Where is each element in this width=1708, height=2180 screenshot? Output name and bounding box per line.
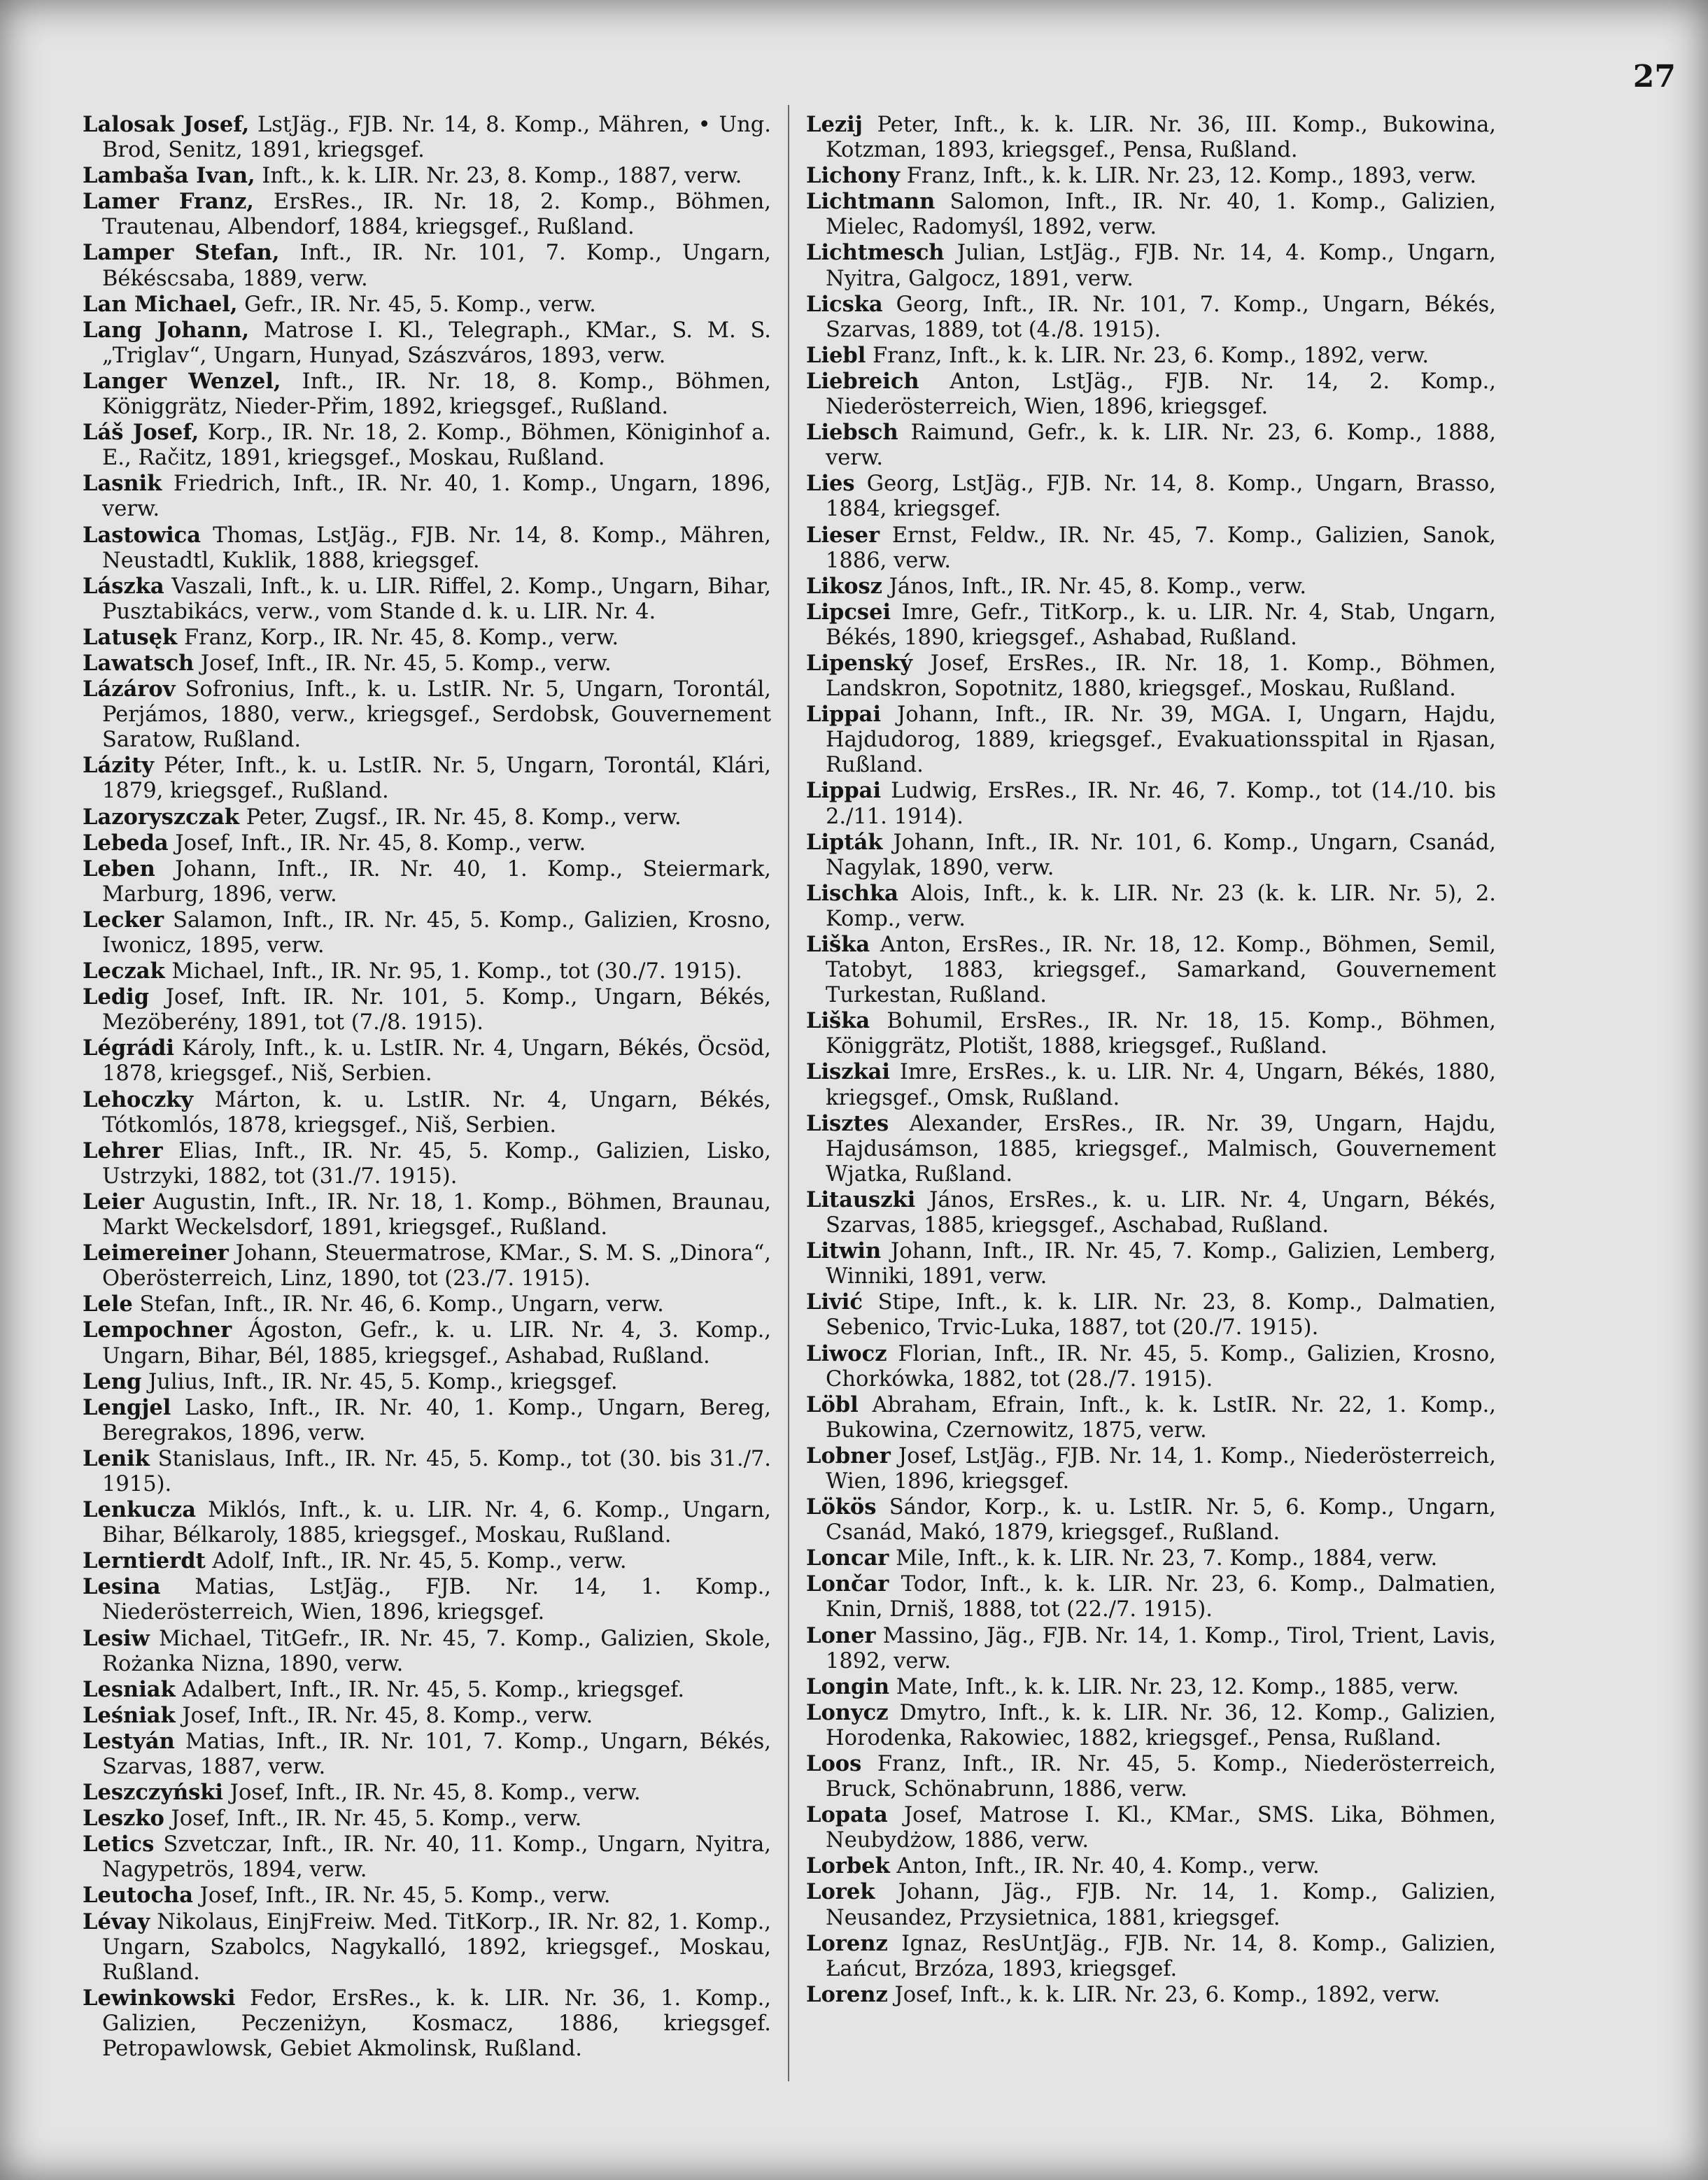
entry-name: Lenkucza [83,1497,196,1523]
entry-details: Augustin, Inft., IR. Nr. 18, 1. Komp., Böhmen, Braunau, Markt Weckelsdorf, 1891, kriegsgef., Rußland. [102,1189,771,1240]
entry-name: Leng [83,1368,142,1394]
list-item [83,1291,771,1317]
entry-details: Georg, Inft., IR. Nr. 101, 7. Komp., Ungarn, Békés, Szarvas, 1889, tot (4./8. 1915). [826,292,1496,342]
entry-name: Licska [806,291,883,317]
entry-details: Stefan, Inft., IR. Nr. 46, 6. Komp., Ungarn, verw. [132,1292,664,1317]
list-item [806,881,1496,932]
entry-details: Michael, Inft., IR. Nr. 95, 1. Komp., tot (30./7. 1915). [164,959,742,984]
list-item [83,420,771,471]
list-item [83,1729,771,1780]
entry-details: Thomas, LstJäg., FJB. Nr. 14, 8. Komp., Mähren, Neustadtl, Kuklik, 1888, kriegsgef. [102,523,771,573]
entry-name: Ledig [83,984,150,1010]
entry-name: Lang Johann, [83,317,250,343]
entry-details: Imre, Gefr., TitKorp., k. u. LIR. Nr. 4, Stab, Ungarn, Békés, 1890, kriegsgef., Ashabad, Rußland. [826,600,1496,650]
entry-details: Bohumil, ErsRes., IR. Nr. 18, 15. Komp., Böhmen, Königgrätz, Plotišt, 1888, kriegsgef., Rußland. [826,1009,1496,1059]
list-item [83,1087,771,1138]
entry-details: Johann, Inft., IR. Nr. 45, 7. Komp., Galizien, Lemberg, Winniki, 1891, verw. [826,1239,1496,1289]
entry-details: Johann, Jäg., FJB. Nr. 14, 1. Komp., Galizien, Neusandez, Przysietnica, 1881, kriegsgef. [826,1880,1496,1930]
entry-details: ErsRes., IR. Nr. 18, 2. Komp., Böhmen, Trautenau, Albendorf, 1884, kriegsgef., Rußland. [102,190,771,240]
list-item [83,240,771,291]
entry-details: Josef, Inft., IR. Nr. 45, 5. Komp., verw. [164,1806,582,1832]
entry-name: Livić [806,1289,863,1315]
entry-details: Ágoston, Gefr., k. u. LIR. Nr. 4, 3. Komp., Ungarn, Bihar, Bél, 1885, kriegsgef., Ashabad, Rußland. [102,1318,771,1368]
entry-details: Ludwig, ErsRes., IR. Nr. 46, 7. Komp., tot (14./10. bis 2./11. 1914). [826,779,1496,829]
entry-name: Leimereiner [83,1240,229,1266]
entry-details: Friedrich, Inft., IR. Nr. 40, 1. Komp., Ungarn, 1896, verw. [102,472,771,522]
entry-name: Lichtmann [806,189,936,215]
list-item [806,1392,1496,1443]
list-item [83,1395,771,1446]
entry-details: Johann, Inft., IR. Nr. 40, 1. Komp., Steiermark, Marburg, 1896, verw. [102,856,771,907]
entry-name: Letics [83,1832,155,1857]
entry-details: Dmytro, Inft., k. k. LIR. Nr. 36, 12. Komp., Galizien, Horodenka, Rakowiec, 1882, kriegsgef., Pensa, Rußland. [826,1700,1496,1750]
entry-details: Franz, Korp., IR. Nr. 45, 8. Komp., verw. [177,625,619,650]
entry-details: Salomon, Inft., IR. Nr. 40, 1. Komp., Galizien, Mielec, Radomyśl, 1892, verw. [826,190,1496,240]
entry-name: Litwin [806,1238,882,1264]
entry-details: Josef, Inft., IR. Nr. 45, 8. Komp., verw. [175,1703,593,1728]
entry-details: Péter, Inft., k. u. LstIR. Nr. 5, Ungarn, Torontál, Klári, 1879, kriegsgef., Rußland. [102,753,771,804]
list-item [806,1931,1496,1982]
list-item [83,1138,771,1189]
entry-details: Massino, Jäg., FJB. Nr. 14, 1. Komp., Tirol, Trient, Lavis, 1892, verw. [826,1623,1496,1673]
list-item [83,1703,771,1729]
entry-name: Lestyán [83,1728,175,1754]
entry-details: Michael, TitGefr., IR. Nr. 45, 7. Komp., Galizien, Skole, Rożanka Nizna, 1890, verw. [102,1626,771,1676]
list-item [83,1548,771,1574]
list-item [83,1446,771,1497]
entry-name: Liebreich [806,368,919,394]
entry-name: Lerntierdt [83,1548,206,1574]
entry-name: Lamper Stefan, [83,240,280,266]
entry-name: Loner [806,1622,876,1648]
entry-details: Nikolaus, EinjFreiw. Med. TitKorp., IR. Nr. 82, 1. Komp., Ungarn, Szabolcs, Nagykalló, 1892, kriegsgef., Moskau, Rußland. [102,1909,771,1985]
entry-details: Anton, ErsRes., IR. Nr. 18, 12. Komp., Böhmen, Semil, Tatobyt, 1883, kriegsgef., Samarkand, Gouvernement Turkestan, Rußland. [826,933,1496,1008]
list-item [806,1982,1496,2008]
entry-name: Lisztes [806,1110,889,1136]
entry-name: Liška [806,1008,870,1034]
entry-details: Adolf, Inft., IR. Nr. 45, 5. Komp., verw. [205,1549,627,1574]
list-item [83,163,771,189]
entry-name: Lippai [806,702,882,728]
list-item [83,625,771,651]
entry-name: Lipcsei [806,599,891,625]
entry-details: Josef, Inft., IR. Nr. 45, 8. Komp., verw. [223,1781,641,1806]
entry-name: Leszko [83,1806,164,1832]
entry-name: Liebsch [806,420,898,446]
entry-name: Lezij [806,112,863,137]
list-item [806,292,1496,343]
list-item [83,677,771,753]
entry-name: Lichony [806,163,901,189]
list-item [806,1008,1496,1059]
list-item [806,1571,1496,1622]
entry-details: Franz, Inft., k. k. LIR. Nr. 23, 6. Komp., 1892, verw. [866,343,1430,368]
list-item [806,1700,1496,1751]
list-item [83,1497,771,1548]
entry-name: Lempochner [83,1317,232,1343]
list-item [83,1832,771,1883]
entry-details: Josef, Inft. IR. Nr. 101, 5. Komp., Ungarn, Békés, Mezöberény, 1891, tot (7./8. 1915). [102,985,771,1035]
entry-name: Liška [806,932,870,957]
list-item [83,1883,771,1909]
entry-name: Liebl [806,342,866,368]
entry-name: Loos [806,1751,862,1776]
list-item [83,1317,771,1368]
entry-details: Georg, LstJäg., FJB. Nr. 14, 8. Komp., Ungarn, Brasso, 1884, kriegsgef. [826,472,1496,522]
list-item [83,1626,771,1677]
entry-name: Lesina [83,1574,161,1600]
entry-name: Löbl [806,1392,859,1417]
list-item [806,651,1496,702]
list-item [806,1289,1496,1340]
entry-details: Josef, Inft., k. k. LIR. Nr. 23, 6. Komp., 1892, verw. [887,1982,1441,2007]
entry-details: Johann, Inft., IR. Nr. 39, MGA. I, Ungarn, Hajdu, Hajdudorog, 1889, kriegsgef., Evakuationsspital in Rjasan, Rußland. [826,702,1496,778]
entry-details: Márton, k. u. LstIR. Nr. 4, Ungarn, Békés, Tótkomlós, 1878, kriegsgef., Niš, Serbien. [102,1087,771,1138]
entry-name: Lalosak Josef, [83,112,250,137]
list-item [806,343,1496,369]
list-item [83,1986,771,2062]
list-item [83,830,771,856]
entry-details: Todor, Inft., k. k. LIR. Nr. 23, 6. Komp., Dalmatien, Knin, Drniš, 1888, tot (22./7. 1915). [826,1572,1496,1622]
list-item [806,1802,1496,1853]
list-item [806,1238,1496,1289]
list-item [806,471,1496,522]
list-item [83,1574,771,1625]
entry-name: Lawatsch [83,650,195,676]
list-item [806,1111,1496,1187]
entry-details: Josef, LstJäg., FJB. Nr. 14, 1. Komp., Niederösterreich, Wien, 1896, kriegsgef. [826,1443,1496,1494]
list-item [806,1751,1496,1802]
list-item [83,189,771,240]
entry-details: Salamon, Inft., IR. Nr. 45, 5. Komp., Galizien, Krosno, Iwonicz, 1895, verw. [102,907,771,958]
entry-details: Alois, Inft., k. k. LIR. Nr. 23 (k. k. LIR. Nr. 5), 2. Komp., verw. [826,881,1496,931]
entry-name: Loncar [806,1545,889,1571]
entry-name: Lobner [806,1443,891,1468]
entry-name: Lebeda [83,830,169,856]
entry-name: Lippai [806,778,882,804]
list-item [83,984,771,1035]
entry-name: Leszczyński [83,1780,224,1806]
entry-name: Lorenz [806,1930,888,1956]
list-item [83,1189,771,1240]
list-item [806,1494,1496,1545]
list-item [806,702,1496,778]
list-item [806,163,1496,189]
list-item [806,240,1496,291]
entry-details: Matias, Inft., IR. Nr. 101, 7. Komp., Ungarn, Békés, Szarvas, 1887, verw. [102,1729,771,1779]
entry-details: János, Inft., IR. Nr. 45, 8. Komp., verw. [882,574,1307,599]
left-column [83,112,771,2062]
list-item [806,1443,1496,1494]
entry-details: Anton, LstJäg., FJB. Nr. 14, 2. Komp., Niederösterreich, Wien, 1896, kriegsgef. [826,369,1496,420]
entry-name: Lambaša Ivan, [83,163,255,189]
list-item [83,112,771,163]
list-item [83,958,771,984]
entry-name: Lesiw [83,1625,150,1651]
entry-name: Lasnik [83,471,162,497]
list-item [806,1341,1496,1392]
entry-name: Lewinkowski [83,1985,236,2011]
list-item [806,1059,1496,1110]
entry-name: Lehrer [83,1138,163,1163]
entry-name: Liwocz [806,1340,887,1366]
page-number: 27 [1632,59,1676,94]
list-item [83,369,771,420]
list-item [806,830,1496,881]
entry-details: Johann, Inft., IR. Nr. 101, 6. Komp., Ungarn, Csanád, Nagylak, 1890, verw. [826,830,1496,880]
entry-name: Lenik [83,1445,150,1471]
entry-name: Leben [83,856,155,882]
entry-details: Peter, Inft., k. k. LIR. Nr. 36, III. Komp., Bukowina, Kotzman, 1893, kriegsgef., Pensa, Rußland. [826,113,1496,163]
entry-details: Korp., IR. Nr. 18, 2. Komp., Böhmen, Königinhof a. E., Račitz, 1891, kriegsgef., Moskau, Rußland. [102,420,771,471]
list-item [806,1853,1496,1879]
entry-name: Lazoryszczak [83,804,239,830]
entry-details: Josef, ErsRes., IR. Nr. 18, 1. Komp., Böhmen, Landskron, Sopotnitz, 1880, kriegsgef., Moskau, Rußland. [826,651,1496,702]
entry-name: Lorek [806,1879,875,1905]
entry-name: Lorbek [806,1853,890,1879]
entry-name: Lončar [806,1571,889,1597]
entry-name: Lele [83,1291,133,1317]
entry-details: Abraham, Efrain, Inft., k. k. LstIR. Nr. 22, 1. Komp., Bukowina, Czernowitz, 1875, verw. [826,1392,1496,1443]
entry-details: Szvetczar, Inft., IR. Nr. 40, 11. Komp., Ungarn, Nyitra, Nagypetrös, 1894, verw. [102,1832,771,1883]
entry-name: Lévay [83,1909,150,1934]
list-item [83,1677,771,1703]
entry-name: Leutocha [83,1883,193,1909]
entry-details: Károly, Inft., k. u. LstIR. Nr. 4, Ungarn, Békés, Öcsöd, 1878, kriegsgef., Niš, Serbien. [102,1036,771,1087]
list-item [83,753,771,804]
entry-details: Anton, Inft., IR. Nr. 40, 4. Komp., verw. [889,1854,1320,1879]
list-item [83,1035,771,1087]
entry-name: Lieser [806,522,880,548]
entry-name: Lopata [806,1802,888,1828]
entry-name: Leczak [83,958,165,984]
list-item [83,856,771,907]
entry-name: Lischka [806,880,898,906]
entry-details: Peter, Zugsf., IR. Nr. 45, 8. Komp., verw. [239,805,682,830]
entry-details: Gefr., IR. Nr. 45, 5. Komp., verw. [237,292,596,317]
entry-name: Légrádi [83,1035,174,1061]
entry-details: Adalbert, Inft., IR. Nr. 45, 5. Komp., kriegsgef. [175,1677,685,1702]
entry-details: Matrose I. Kl., Telegraph., KMar., S. M. S. „Triglav“, Ungarn, Hunyad, Szászváros, 1893, verw. [102,318,771,368]
entry-details: Sofronius, Inft., k. u. LstIR. Nr. 5, Ungarn, Torontál, Perjámos, 1880, verw., kriegsgef., Serdobsk, Gouvernement Saratow, Rußland. [102,677,771,753]
entry-details: LstJäg., FJB. Nr. 14, 8. Komp., Mähren, • Ung. Brod, Senitz, 1891, kriegsgef. [102,113,771,163]
list-item [83,805,771,830]
entry-details: Florian, Inft., IR. Nr. 45, 5. Komp., Galizien, Krosno, Chorkówka, 1882, tot (28./7. 1915). [826,1341,1496,1392]
entry-details: Mile, Inft., k. k. LIR. Nr. 23, 7. Komp., 1884, verw. [889,1546,1438,1571]
entry-name: Lorenz [806,1981,888,2007]
entry-details: Julian, LstJäg., FJB. Nr. 14, 4. Komp., Ungarn, Nyitra, Galgocz, 1891, verw. [826,241,1496,291]
list-item [806,1545,1496,1571]
entry-name: Lastowica [83,522,201,548]
column-divider [788,105,789,2081]
entry-details: János, ErsRes., k. u. LIR. Nr. 4, Ungarn, Békés, Szarvas, 1885, kriegsgef., Aschabad, Rußland. [826,1187,1496,1238]
list-item [806,778,1496,829]
list-item [806,1674,1496,1700]
entry-name: Langer Wenzel, [83,368,281,394]
entry-name: Longin [806,1673,890,1699]
entry-details: Alexander, ErsRes., IR. Nr. 39, Ungarn, Hajdu, Hajdusámson, 1885, kriegsgef., Malmisch, Gouvernement Wjatka, Rußland. [826,1111,1496,1187]
list-item [83,1909,771,1986]
list-item [806,1187,1496,1238]
list-item [83,1806,771,1832]
entry-details: Inft., IR. Nr. 101, 7. Komp., Ungarn, Békéscsaba, 1889, verw. [102,241,771,291]
entry-details: Josef, Matrose I. Kl., KMar., SMS. Lika, Böhmen, Neubydżow, 1886, verw. [826,1803,1496,1853]
entry-details: Raimund, Gefr., k. k. LIR. Nr. 23, 6. Komp., 1888, verw. [826,420,1496,471]
entry-details: Stipe, Inft., k. k. LIR. Nr. 23, 8. Komp., Dalmatien, Sebenico, Trvic-Luka, 1887, tot (20./7. 1915). [826,1290,1496,1340]
entry-details: Ernst, Feldw., IR. Nr. 45, 7. Komp., Galizien, Sanok, 1886, verw. [826,523,1496,573]
entry-name: Lehoczky [83,1087,194,1112]
list-item [83,1240,771,1291]
entry-details: Matias, LstJäg., FJB. Nr. 14, 1. Komp., Niederösterreich, Wien, 1896, kriegsgef. [102,1575,771,1625]
entry-name: Lászka [83,573,164,599]
list-item [83,1369,771,1395]
entry-details: Vaszali, Inft., k. u. LIR. Riffel, 2. Komp., Ungarn, Bihar, Pusztabikács, verw., vom Stande d. k. u. LIR. Nr. 4. [102,574,771,624]
entry-details: Miklós, Inft., k. u. LIR. Nr. 4, 6. Komp., Ungarn, Bihar, Bélkaroly, 1885, kriegsgef., Moskau, Rußland. [102,1498,771,1548]
entry-name: Lichtmesch [806,240,945,266]
list-item [83,907,771,958]
entry-details: Stanislaus, Inft., IR. Nr. 45, 5. Komp., tot (30. bis 31./7. 1915). [102,1446,771,1496]
entry-name: Lökös [806,1494,877,1520]
list-item [806,189,1496,240]
list-item [806,523,1496,574]
entry-details: Inft., IR. Nr. 18, 8. Komp., Böhmen, Königgrätz, Nieder-Přim, 1892, kriegsgef., Rußland. [102,369,771,420]
list-item [83,292,771,318]
list-item [83,574,771,625]
entry-name: Liszkai [806,1059,891,1085]
entry-details: Inft., k. k. LIR. Nr. 23, 8. Komp., 1887, verw. [255,164,742,189]
entry-name: Lesniak [83,1676,176,1702]
entry-name: Lázity [83,753,154,779]
entry-name: Lecker [83,907,164,933]
list-item [83,1780,771,1806]
right-column [806,112,1496,2008]
list-item [83,318,771,369]
entry-details: Franz, Inft., k. k. LIR. Nr. 23, 12. Komp., 1893, verw. [900,164,1477,189]
entry-details: Fedor, ErsRes., k. k. LIR. Nr. 36, 1. Komp., Galizien, Peczeniżyn, Kosmacz, 1886, kriegsgef. Petropawlowsk, Gebiet Akmolinsk, Rußland. [102,1986,771,2062]
list-item [806,369,1496,420]
entry-details: Josef, Inft., IR. Nr. 45, 8. Komp., verw. [168,830,586,856]
entry-name: Lamer Franz, [83,189,254,215]
entry-details: Imre, ErsRes., k. u. LIR. Nr. 4, Ungarn, Békés, 1880, kriegsgef., Omsk, Rußland. [826,1060,1496,1110]
entry-name: Litauszki [806,1187,916,1212]
entry-name: Leier [83,1189,144,1215]
entry-name: Lengjel [83,1394,171,1420]
entry-name: Lies [806,471,855,497]
list-item [806,600,1496,651]
entry-name: Leśniak [83,1702,176,1728]
entry-name: Lipták [806,829,883,855]
entry-details: Julius, Inft., IR. Nr. 45, 5. Komp., kriegsgef. [141,1369,618,1394]
entry-details: Mate, Inft., k. k. LIR. Nr. 23, 12. Komp., 1885, verw. [889,1674,1460,1699]
entry-name: Lipenský [806,650,912,676]
entry-details: Ignaz, ResUntJäg., FJB. Nr. 14, 8. Komp., Galizien, Łańcut, Brzóza, 1893, kriegsgef. [826,1931,1496,1981]
entry-details: Franz, Inft., IR. Nr. 45, 5. Komp., Niederösterreich, Bruck, Schönabrunn, 1886, verw. [826,1752,1496,1802]
entry-details: Josef, Inft., IR. Nr. 45, 5. Komp., verw. [194,651,612,676]
entry-name: Lan Michael, [83,291,238,317]
list-item [806,1623,1496,1674]
entry-details: Sándor, Korp., k. u. LstIR. Nr. 5, 6. Komp., Ungarn, Csanád, Makó, 1879, kriegsgef., Rußland. [826,1495,1496,1545]
list-item [806,1879,1496,1930]
list-item [83,523,771,574]
entry-details: Josef, Inft., IR. Nr. 45, 5. Komp., verw. [192,1883,611,1909]
entry-name: Láš Josef, [83,420,199,446]
entry-details: Johann, Steuermatrose, KMar., S. M. S. „Dinora“, Oberösterreich, Linz, 1890, tot (23./7. 1915). [102,1241,771,1291]
entry-name: Latusęk [83,624,178,650]
list-item [806,420,1496,471]
entry-details: Lasko, Inft., IR. Nr. 40, 1. Komp., Ungarn, Bereg, Beregrakos, 1896, verw. [102,1395,771,1445]
entry-name: Lázárov [83,677,176,702]
list-item [83,471,771,522]
list-item [806,112,1496,163]
list-item [806,932,1496,1008]
entry-details: Elias, Inft., IR. Nr. 45, 5. Komp., Galizien, Lisko, Ustrzyki, 1882, tot (31./7. 1915). [102,1138,771,1189]
list-item [83,651,771,677]
list-item [806,574,1496,600]
entry-name: Lonycz [806,1699,889,1725]
entry-name: Likosz [806,573,882,599]
